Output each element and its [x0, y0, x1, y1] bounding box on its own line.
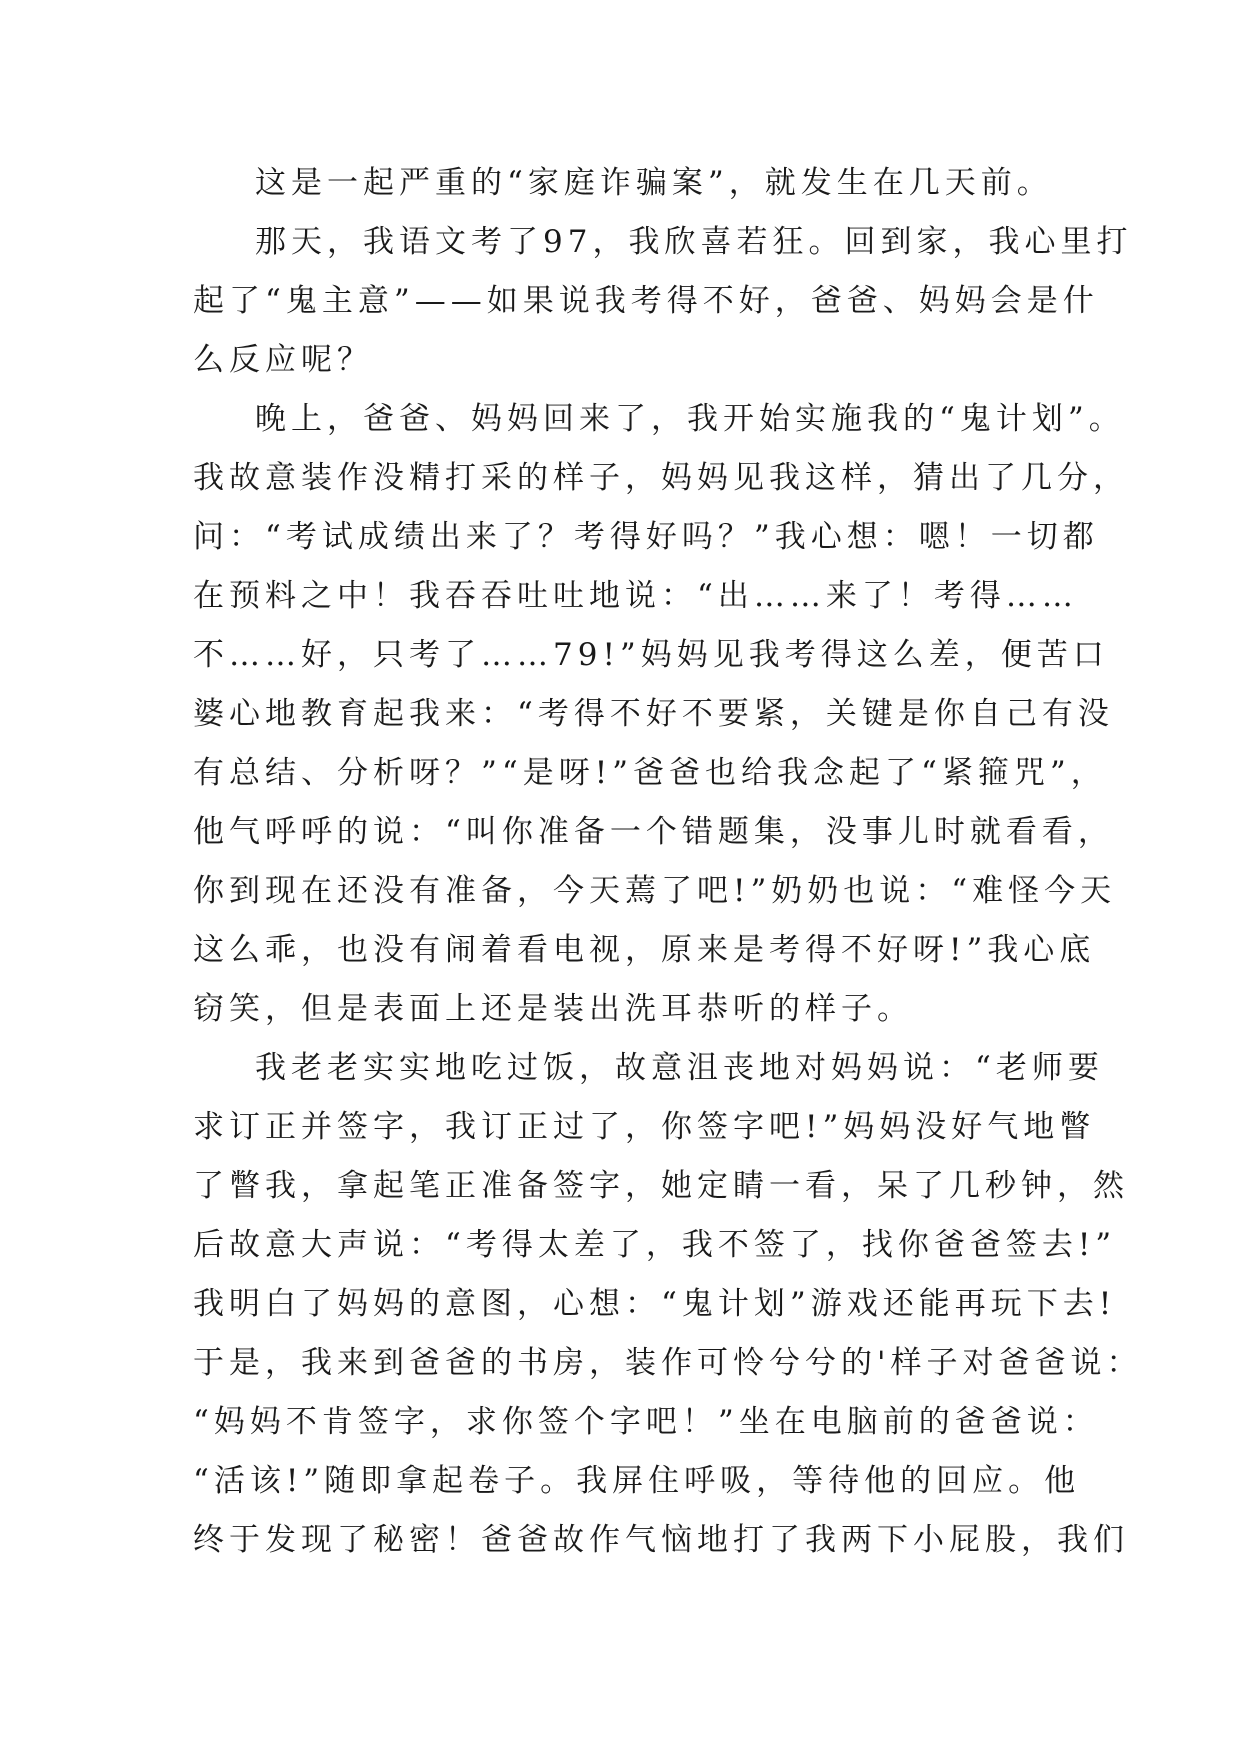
text-line: 那天，我语文考了97，我欣喜若狂。回到家，我心里打: [255, 224, 1133, 260]
text-line: 终于发现了秘密！爸爸故作气恼地打了我两下小屁股，我们: [193, 1522, 1129, 1558]
text-line: 窃笑，但是表面上还是装出洗耳恭听的样子。: [193, 991, 913, 1027]
text-line: 于是，我来到爸爸的书房，装作可怜兮兮的'样子对爸爸说：: [193, 1345, 1143, 1381]
text-line: 婆心地教育起我来：“考得不好不要紧，关键是你自己有没: [193, 696, 1114, 732]
text-line: 我老老实实地吃过饭，故意沮丧地对妈妈说：“老师要: [255, 1050, 1104, 1086]
document-body: [193, 154, 1143, 1570]
text-line: 这么乖，也没有闹着看电视，原来是考得不好呀!”我心底: [193, 932, 1096, 968]
text-line: 你到现在还没有准备，今天蔫了吧!”奶奶也说：“难怪今天: [193, 873, 1117, 909]
text-line: 不……好，只考了……79!”妈妈见我考得这么差，便苦口: [193, 637, 1109, 673]
text-line: 了瞥我，拿起笔正准备签字，她定睛一看，呆了几秒钟，然: [193, 1168, 1129, 1204]
text-line: 求订正并签字，我订正过了，你签字吧!”妈妈没好气地瞥: [193, 1109, 1096, 1145]
text-line: 这是一起严重的“家庭诈骗案”，就发生在几天前。: [255, 165, 1053, 201]
text-line: 我故意装作没精打采的样子，妈妈见我这样，猜出了几分，: [193, 460, 1129, 496]
text-line: 晚上，爸爸、妈妈回来了，我开始实施我的“鬼计划”。: [255, 401, 1125, 437]
text-line: “活该!”随即拿起卷子。我屏住呼吸，等待他的回应。他: [193, 1463, 1081, 1499]
text-line: 他气呼呼的说：“叫你准备一个错题集，没事儿时就看看，: [193, 814, 1114, 850]
text-line: 我明白了妈妈的意图，心想：“鬼计划”游戏还能再玩下去!: [193, 1286, 1117, 1322]
text-line: 么反应呢？: [193, 342, 373, 378]
text-line: 在预料之中！我吞吞吐吐地说：“出……来了！考得……: [193, 578, 1078, 614]
text-line: “妈妈不肯签字，求你签个字吧！”坐在电脑前的爸爸说：: [193, 1404, 1099, 1440]
text-line: 问：“考试成绩出来了？考得好吗？”我心想：嗯！一切都: [193, 519, 1099, 555]
text-line: 有总结、分析呀？”“是呀!”爸爸也给我念起了“紧箍咒”，: [193, 755, 1107, 791]
text-line: 起了“鬼主意”——如果说我考得不好，爸爸、妈妈会是什: [193, 283, 1099, 319]
text-line: 后故意大声说：“考得太差了，我不签了，找你爸爸签去!”: [193, 1227, 1117, 1263]
